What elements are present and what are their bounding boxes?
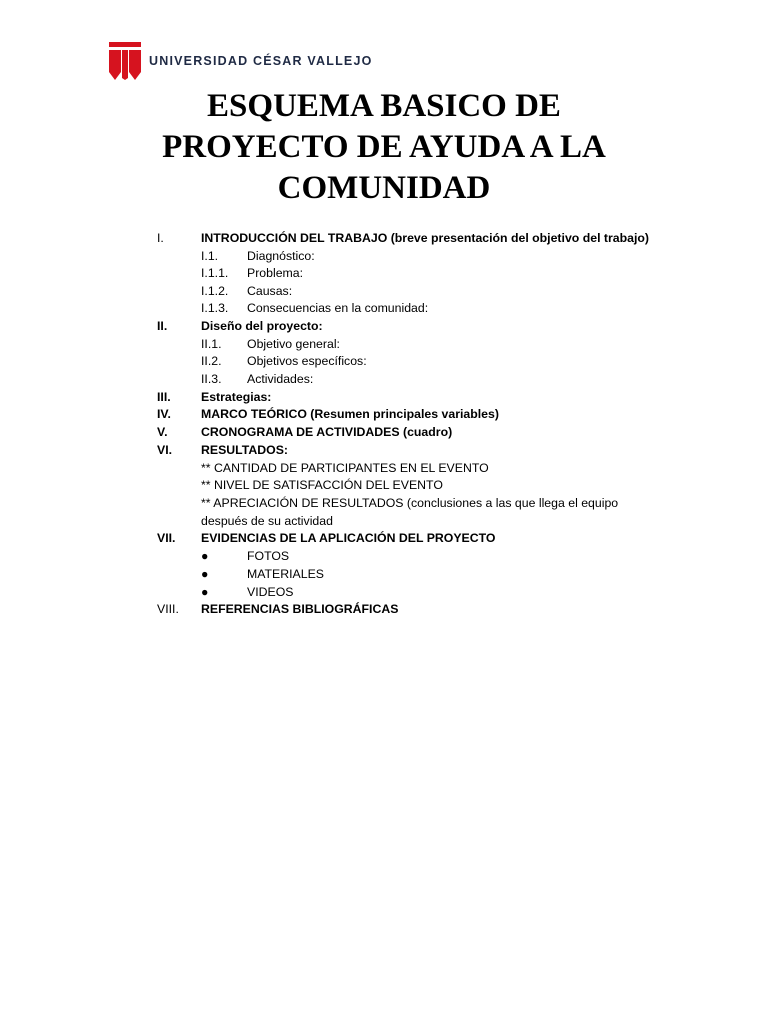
outline-item: Objetivo general: [247,336,340,351]
university-logo [109,42,373,80]
bullet-icon: ● [201,567,209,581]
results-item: ** NIVEL DE SATISFACCIÓN DEL EVENTO [201,478,443,492]
document-title [0,86,768,209]
outline-item: Diagnóstico: [247,248,315,263]
outline-item: Actividades: [247,371,314,386]
outline-number: VII. [157,531,176,545]
bullet-item: MATERIALES [247,567,324,581]
outline-item: Consecuencias en la comunidad: [247,301,429,315]
outline-number: I.1. [201,248,219,263]
outline-heading: CRONOGRAMA DE ACTIVIDADES (cuadro) [201,425,453,439]
bullet-item: FOTOS [247,549,290,563]
outline-heading: REFERENCIAS BIBLIOGRÁFICAS [201,602,399,616]
outline-number: V. [157,425,168,439]
outline-item: Problema: [247,266,304,280]
title-line-1: ESQUEMA BASICO DE [207,88,561,124]
outline-number: II.3. [201,371,222,386]
results-item-continuation: después de su actividad [201,513,333,528]
bullet-icon: ● [201,549,209,563]
outline-number: II. [157,319,168,333]
outline-heading: EVIDENCIAS DE LA APLICACIÓN DEL PROYECTO [201,531,496,545]
outline-number: VI. [157,442,173,457]
outline-heading: RESULTADOS: [201,442,288,457]
outline-number: I. [157,231,164,245]
outline-number: IV. [157,407,171,421]
outline-item: Causas: [247,283,293,298]
bullet-icon: ● [201,584,209,599]
title-line-3: COMUNIDAD [277,170,491,206]
outline-number: II.2. [201,354,222,368]
outline-number: II.1. [201,336,222,351]
outline-number: VIII. [157,602,179,616]
outline-heading: INTRODUCCIÓN DEL TRABAJO (breve presentación del objetivo del trabajo) [201,231,649,245]
outline-heading: MARCO TEÓRICO (Resumen principales variables) [201,407,499,421]
ucv-crest-icon [109,42,141,80]
outline-item: Objetivos específicos: [247,354,367,368]
results-item: ** APRECIACIÓN DE RESULTADOS (conclusiones a las que llega el equipo [201,496,619,510]
bullet-item: VIDEOS [247,584,294,599]
outline-heading: Estrategias: [201,389,272,404]
outline-heading: Diseño del proyecto: [201,319,323,333]
title-line-2: PROYECTO DE AYUDA A LA [162,129,606,165]
outline-number: III. [157,389,171,404]
outline-number: I.1.1. [201,266,229,280]
logo-text: UNIVERSIDAD CÉSAR VALLEJO [149,54,373,68]
results-item: ** CANTIDAD DE PARTICIPANTES EN EL EVENTO [201,460,489,475]
outline-number: I.1.3. [201,301,229,315]
outline-number: I.1.2. [201,283,229,298]
